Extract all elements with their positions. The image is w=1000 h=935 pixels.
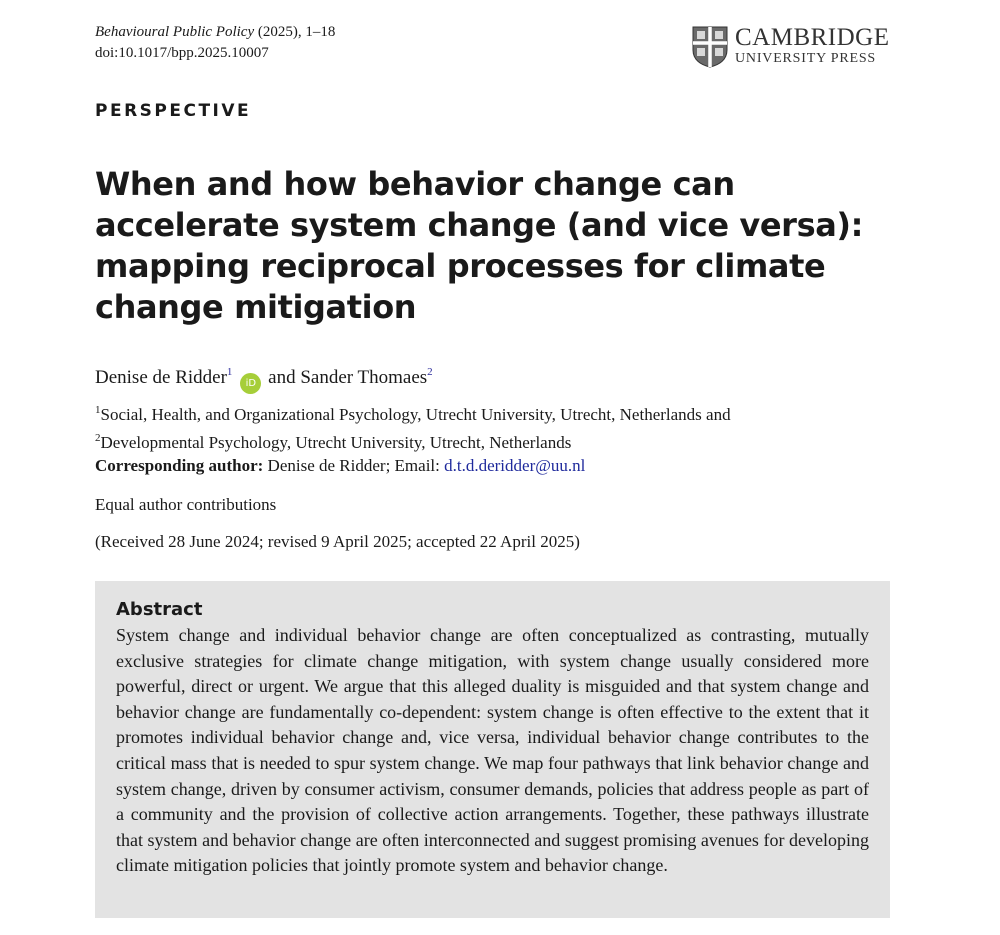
author-joiner: and xyxy=(268,367,296,388)
corresponding-author-text: Denise de Ridder; Email: xyxy=(263,456,445,475)
author-list xyxy=(95,359,433,394)
submission-dates: (Received 28 June 2024; revised 9 April 2025; accepted 22 April 2025) xyxy=(95,532,580,551)
corresponding-author xyxy=(95,454,731,478)
abstract-text: System change and individual behavior change are often conceptualized as contrasting, mutually exclusive strategies for climate change mitigation, with system change usually considered more powerful, direct or urgent. We argue that this alleged duality is misguided and that system change and behavior change are fundamentally co-dependent: system change is often effective to the extent that it promotes individual behavior change and, vice versa, individual behavior change contributes to the critical mass that is needed to spur system change. We map four pathways that link behavior change and system change, driven by consumer activism, consumer demands, policies that address people as part of a community and the provision of collective action arrangements. Together, these pathways illustrate that system and behavior change are often interconnected and suggest promising avenues for developing climate mitigation policies that jointly promote system and behavior change. xyxy=(116,625,869,876)
affiliation-text: Social, Health, and Organizational Psychology, Utrecht University, Utrecht, Netherlands and xyxy=(100,405,731,424)
journal-volume-pages: (2025), 1–18 xyxy=(254,24,336,40)
journal-doi[interactable]: doi:10.1017/bpp.2025.10007 xyxy=(95,45,269,61)
journal-info xyxy=(95,22,335,64)
abstract-box xyxy=(95,581,890,918)
abstract-heading: Abstract xyxy=(116,599,203,620)
author-affiliation-ref[interactable]: 2 xyxy=(427,366,433,378)
affiliation-item xyxy=(95,427,731,455)
email-link[interactable]: d.t.d.deridder@uu.nl xyxy=(444,456,586,475)
journal-citation xyxy=(95,22,335,43)
publisher-logo xyxy=(692,26,892,70)
affiliation-number: 2 xyxy=(95,431,101,444)
corresponding-author-label: Corresponding author: xyxy=(95,456,264,475)
article-type: PERSPECTIVE xyxy=(95,101,252,121)
affiliation-item xyxy=(95,399,731,427)
author-name: Sander Thomaes xyxy=(300,367,428,388)
affiliations xyxy=(95,399,731,478)
journal-name: Behavioural Public Policy xyxy=(95,24,255,40)
affiliation-number: 1 xyxy=(95,404,101,416)
publisher-name: CAMBRIDGE xyxy=(735,24,890,51)
crest-icon xyxy=(692,26,728,68)
author-affiliation-ref[interactable]: 1 xyxy=(226,366,233,378)
orcid-icon[interactable]: iD xyxy=(240,373,261,394)
author-contribution-note: Equal author contributions xyxy=(95,495,277,514)
publisher-subtitle: UNIVERSITY PRESS xyxy=(735,51,877,66)
author-name: Denise de Ridder xyxy=(95,367,227,388)
article-title: When and how behavior change can accelerate system change (and vice versa): mapping reciprocal processes for climate change mitigation xyxy=(95,165,864,326)
affiliation-text: Developmental Psychology, Utrecht University, Utrecht, Netherlands xyxy=(100,432,572,452)
